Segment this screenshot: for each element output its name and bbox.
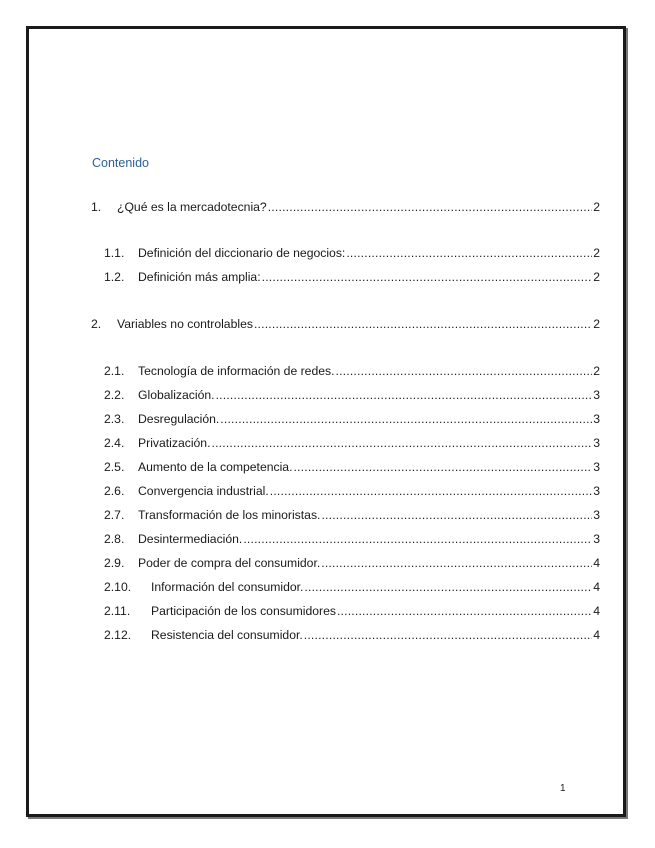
toc-entry-text: Definición más amplia: bbox=[138, 270, 261, 284]
toc-entry-number: 2.3. bbox=[104, 412, 125, 426]
toc-entry-text: Transformación de los minoristas. bbox=[138, 508, 321, 522]
toc-entry-text: Variables no controlables bbox=[117, 317, 253, 331]
toc-entry-text: Definición del diccionario de negocios: bbox=[138, 246, 346, 260]
toc-leader-dots bbox=[304, 580, 592, 594]
toc-entry[interactable] bbox=[104, 412, 600, 428]
toc-entry[interactable] bbox=[104, 604, 600, 620]
toc-entry-page: 4 bbox=[593, 580, 600, 594]
toc-entry-page: 3 bbox=[593, 508, 600, 522]
toc-leader-dots bbox=[220, 412, 592, 426]
toc-entry-number: 2.9. bbox=[104, 556, 125, 570]
toc-entry-text: Desregulación. bbox=[138, 412, 220, 426]
toc-entry-page: 2 bbox=[593, 364, 600, 378]
toc-entry[interactable] bbox=[104, 628, 600, 644]
toc-entry-text: Participación de los consumidores bbox=[151, 604, 336, 618]
toc-entry[interactable] bbox=[104, 532, 600, 548]
toc-leader-dots bbox=[321, 556, 592, 570]
toc-entry-page: 3 bbox=[593, 460, 600, 474]
toc-entry[interactable] bbox=[104, 436, 600, 452]
toc-leader-dots bbox=[335, 364, 592, 378]
toc-entry-page: 3 bbox=[593, 532, 600, 546]
toc-leader-dots bbox=[216, 388, 593, 402]
toc-entry-number: 2.1. bbox=[104, 364, 125, 378]
toc-entry[interactable] bbox=[104, 484, 600, 500]
toc-leader-dots bbox=[243, 532, 592, 546]
toc-entry-page: 2 bbox=[593, 200, 600, 214]
toc-leader-dots bbox=[270, 484, 592, 498]
toc-entry-text: Privatización. bbox=[138, 436, 211, 450]
toc-entry-text: Convergencia industrial. bbox=[138, 484, 269, 498]
toc-entry[interactable] bbox=[104, 508, 600, 524]
toc-leader-dots bbox=[321, 508, 592, 522]
toc-entry[interactable] bbox=[104, 364, 600, 380]
toc-entry[interactable] bbox=[104, 270, 600, 286]
toc-entry-number: 1.1. bbox=[104, 246, 125, 260]
toc-entry[interactable] bbox=[104, 246, 600, 262]
toc-leader-dots bbox=[304, 628, 592, 642]
toc-entry-page: 2 bbox=[593, 246, 600, 260]
table-of-contents bbox=[29, 29, 623, 814]
toc-entry-page: 4 bbox=[593, 628, 600, 642]
toc-entry-number: 2.8. bbox=[104, 532, 125, 546]
toc-entry-number: 2.7. bbox=[104, 508, 125, 522]
toc-entry[interactable] bbox=[104, 580, 600, 596]
toc-entry[interactable] bbox=[104, 388, 600, 404]
toc-entry-text: ¿Qué es la mercadotecnia? bbox=[117, 200, 267, 214]
toc-entry-text: Poder de compra del consumidor. bbox=[138, 556, 321, 570]
toc-leader-dots bbox=[337, 604, 592, 618]
page-number: 1 bbox=[560, 783, 566, 794]
toc-entry-number: 2.6. bbox=[104, 484, 125, 498]
toc-entry-page: 3 bbox=[593, 436, 600, 450]
toc-entry-text: Globalización. bbox=[138, 388, 215, 402]
toc-entry-page: 2 bbox=[593, 270, 600, 284]
toc-entry-text: Información del consumidor. bbox=[151, 580, 304, 594]
toc-leader-dots bbox=[293, 460, 592, 474]
toc-entry-page: 4 bbox=[593, 604, 600, 618]
toc-entry-number: 2.11. bbox=[104, 604, 131, 618]
toc-leader-dots bbox=[262, 270, 593, 284]
toc-entry-text: Tecnología de información de redes. bbox=[138, 364, 335, 378]
toc-entry[interactable] bbox=[104, 460, 600, 476]
toc-entry-text: Desintermediación. bbox=[138, 532, 243, 546]
toc-entry-page: 3 bbox=[593, 412, 600, 426]
toc-entry-number: 2.5. bbox=[104, 460, 125, 474]
toc-leader-dots bbox=[346, 246, 592, 260]
toc-entry[interactable] bbox=[91, 200, 600, 216]
toc-leader-dots bbox=[254, 317, 592, 331]
toc-entry-number: 1. bbox=[91, 200, 102, 214]
toc-leader-dots bbox=[268, 200, 593, 214]
toc-leader-dots bbox=[211, 436, 592, 450]
toc-entry-number: 2.12. bbox=[104, 628, 132, 642]
toc-heading: Contenido bbox=[92, 156, 149, 170]
toc-entry-number: 2.2. bbox=[104, 388, 125, 402]
toc-entry-number: 1.2. bbox=[104, 270, 125, 284]
toc-entry-number: 2. bbox=[91, 317, 102, 331]
toc-entry-page: 4 bbox=[593, 556, 600, 570]
toc-entry[interactable] bbox=[91, 317, 600, 333]
toc-entry-text: Aumento de la competencia. bbox=[138, 460, 293, 474]
toc-entry-page: 2 bbox=[593, 317, 600, 331]
toc-entry-number: 2.10. bbox=[104, 580, 132, 594]
document-page bbox=[26, 26, 626, 817]
toc-entry-page: 3 bbox=[593, 484, 600, 498]
toc-entry[interactable] bbox=[104, 556, 600, 572]
toc-entry-text: Resistencia del consumidor. bbox=[151, 628, 303, 642]
toc-entry-number: 2.4. bbox=[104, 436, 125, 450]
toc-entry-page: 3 bbox=[593, 388, 600, 402]
